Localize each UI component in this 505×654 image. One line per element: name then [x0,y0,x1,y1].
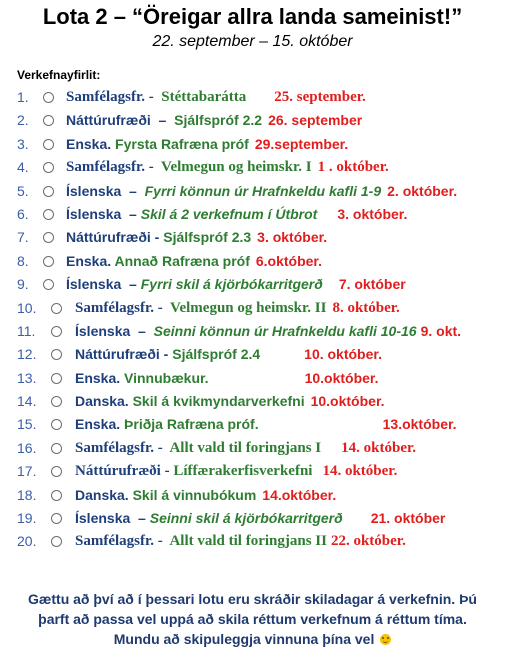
task-row [0,530,505,553]
task-subject: Íslenska [75,510,131,527]
task-row [0,203,505,226]
task-separator: - [159,346,173,363]
task-radio-button[interactable] [51,490,62,501]
task-subject: Náttúrufræði [75,346,160,363]
task-subject: Enska. [75,369,121,386]
task-row [0,343,505,366]
task-subject: Enska. [66,252,112,269]
task-due-date: 3. október. [337,205,408,222]
task-radio-button[interactable] [51,396,62,407]
smiley-icon [380,634,391,645]
task-number: 20. [17,533,37,550]
task-due-date: 8. október. [332,299,400,316]
task-subject: Danska. [75,393,129,410]
task-radio-button[interactable] [51,419,62,430]
task-number: 15. [17,416,37,433]
task-subject: Náttúrufræði [66,229,151,246]
task-number: 11. [17,322,36,339]
task-due-date: 29.september. [254,135,349,152]
task-title: Allt vald til foringjans II [169,533,327,550]
task-subject: Samfélagsfr. [75,299,155,316]
task-title: Þriðja Rafræna próf. [124,416,259,433]
task-radio-button[interactable] [51,349,62,360]
task-due-date: 26. september [268,112,363,129]
task-separator: - [150,229,164,246]
task-radio-button[interactable] [43,232,54,243]
task-subject: Samfélagsfr. [66,159,146,176]
task-number: 18. [17,486,37,503]
task-number: 19. [17,510,37,527]
page-title: Lota 2 – “Öreigar allra landa sameinist!” [42,4,463,29]
task-row [0,109,505,132]
footer-line-2: þarft að passa vel uppá að skila réttum verkefnum á réttum tíma. [38,611,467,627]
task-number: 7. [17,229,29,246]
task-row [0,437,505,460]
task-number: 3. [17,135,29,152]
task-number: 9. [17,276,29,293]
task-subject: Íslenska [75,322,131,339]
task-subject: Enska. [66,135,112,152]
task-separator: - [154,533,170,550]
task-title: Stéttabarátta [161,89,247,105]
task-due-date: 21. október [370,510,446,527]
task-title: Sjálfspróf 2.3 [163,229,252,246]
task-radio-button[interactable] [51,303,62,314]
task-list [0,86,505,554]
task-radio-button[interactable] [51,466,62,477]
task-separator: – [130,510,150,527]
task-title: Vinnubækur. [124,369,209,386]
task-radio-button[interactable] [43,256,54,267]
task-row [0,507,505,530]
task-due-date: 3. október. [257,229,328,246]
date-range-subtitle: 22. september – 15. október [152,33,353,50]
task-title: Sjálfspróf 2.4 [172,346,261,363]
task-number: 4. [17,159,29,176]
task-number: 6. [17,205,29,222]
task-number: 2. [17,112,29,129]
footer-line-3: Mundu að skipuleggja vinnuna þína vel [113,631,375,647]
task-title: Velmegun og heimskr. II [170,299,327,316]
task-number: 17. [17,463,37,480]
task-subject: Danska. [75,486,129,503]
task-number: 1. [17,89,29,105]
task-number: 16. [17,439,37,456]
task-number: 8. [17,252,29,269]
task-separator: – [121,205,141,222]
task-title: Sjálfspróf 2.2 [174,112,263,129]
task-due-date: 6.október. [255,252,322,269]
task-subject: Náttúrufræði [66,112,151,129]
task-radio-button[interactable] [43,92,54,103]
footer-note [0,589,505,649]
task-separator: - [145,89,162,105]
task-title: Skil á kvikmyndarverkefni [132,393,305,410]
task-subject: Náttúrufræði [75,463,161,480]
task-title: Fyrri skil á kjörbókarritgerð [140,276,323,293]
task-due-date: 9. okt. [420,322,462,339]
task-row [0,390,505,413]
task-separator: – [121,182,145,199]
task-row [0,226,505,249]
task-due-date: 22. október. [330,533,406,550]
task-subject: Íslenska [66,182,122,199]
task-radio-button[interactable] [43,115,54,126]
task-due-date: 14. október. [322,463,398,480]
task-subject: Íslenska [66,276,122,293]
task-due-date: 1 . október. [317,159,389,176]
task-row [0,320,505,343]
task-due-date: 10.október. [304,369,379,386]
task-radio-button[interactable] [43,139,54,150]
task-radio-button[interactable] [43,209,54,220]
task-number: 12. [17,346,37,363]
task-subject: Samfélagsfr. [75,533,155,550]
task-subject: Samfélagsfr. [75,439,155,456]
task-title: Seinni könnun úr Hrafnkeldu kafli 10-16 [153,322,417,339]
task-title: Fyrri könnun úr Hrafnkeldu kafli 1-9 [144,182,382,199]
task-number: 14. [17,393,37,410]
task-due-date: 2. október. [387,182,458,199]
task-separator: – [150,112,175,129]
task-row [0,250,505,273]
task-row [0,367,505,390]
task-subject: Íslenska [66,205,122,222]
task-subject: Samfélagsfr. [66,89,146,105]
task-row [0,413,505,436]
task-separator: - [154,299,171,316]
task-separator: - [160,463,174,480]
task-due-date: 10. október. [304,346,382,363]
task-radio-button[interactable] [51,443,62,454]
task-row [0,86,505,109]
task-radio-button[interactable] [51,373,62,384]
task-due-date: 7. október [338,276,406,293]
task-due-date: 25. september. [274,89,366,105]
task-title: Skil á vinnubókum [132,486,257,503]
task-radio-button[interactable] [51,326,62,337]
task-due-date: 14. október. [341,439,417,456]
task-separator: – [130,322,154,339]
task-separator: – [121,276,141,293]
task-due-date: 14.október. [262,486,337,503]
task-row [0,133,505,156]
task-due-date: 10.október. [310,393,385,410]
task-radio-button[interactable] [43,162,54,173]
task-title: Velmegun og heimskr. I [161,159,312,176]
task-due-date: 13.október. [382,416,457,433]
task-radio-button[interactable] [43,186,54,197]
task-title: Líffærakerfisverkefni [173,463,313,480]
task-number: 10. [17,299,37,316]
task-title: Annað Rafræna próf [114,252,250,269]
task-row [0,460,505,483]
task-number: 13. [17,369,37,386]
task-separator: - [154,439,170,456]
task-title: Fyrsta Rafræna próf [115,135,249,152]
task-number: 5. [17,182,29,199]
task-radio-button[interactable] [51,513,62,524]
task-row [0,484,505,507]
task-radio-button[interactable] [51,536,62,547]
task-row [0,273,505,296]
task-row [0,180,505,203]
task-separator: - [145,159,162,176]
task-title: Allt vald til foringjans I [169,439,322,456]
task-radio-button[interactable] [43,279,54,290]
task-title: Skil á 2 verkefnum í Útbrot [140,205,318,222]
task-subject: Enska. [75,416,121,433]
footer-line-1: Gættu að því að í þessari lotu eru skráðir skiladagar á verkefnin. Þú [28,591,477,607]
task-title: Seinni skil á kjörbókarritgerð [149,510,343,527]
task-list-heading: Verkefnayfirlit: [17,68,101,82]
task-row [0,297,505,320]
task-row [0,156,505,179]
